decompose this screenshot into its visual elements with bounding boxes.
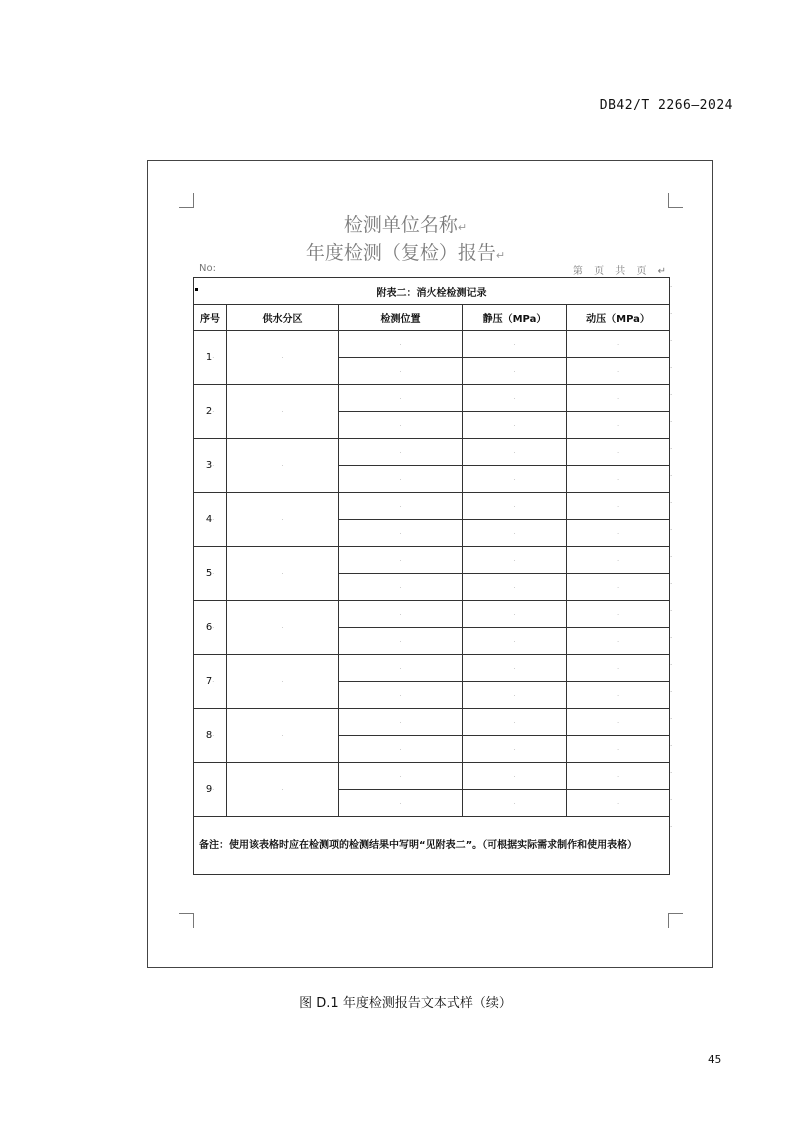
- supply-zone-cell[interactable]: [227, 493, 339, 547]
- dynamic-pressure-cell[interactable]: [567, 358, 673, 385]
- dynamic-pressure-cell[interactable]: [567, 331, 673, 358]
- static-pressure-cell[interactable]: [463, 682, 567, 709]
- cell-mark: ·: [617, 584, 619, 592]
- cell-mark: ·: [212, 787, 215, 794]
- cell-mark: ·: [281, 409, 284, 416]
- cell-mark: ·: [513, 584, 516, 592]
- cell-mark: ·: [212, 571, 215, 578]
- location-cell[interactable]: [339, 601, 463, 628]
- cell-mark: ·: [617, 773, 619, 781]
- supply-zone-cell[interactable]: [227, 385, 339, 439]
- side-mark: ·: [670, 553, 673, 561]
- table-row: [194, 763, 670, 790]
- location-cell[interactable]: [339, 385, 463, 412]
- row-index-cell: [194, 601, 227, 655]
- side-mark: ·: [670, 661, 673, 669]
- location-cell[interactable]: [339, 439, 463, 466]
- side-mark: ·: [670, 796, 673, 804]
- cell-mark: ·: [212, 517, 215, 524]
- dynamic-pressure-cell[interactable]: [567, 601, 673, 628]
- cell-mark: ·: [513, 800, 516, 808]
- static-pressure-cell[interactable]: [463, 736, 567, 763]
- dynamic-pressure-cell[interactable]: [567, 790, 673, 817]
- cell-mark: ·: [617, 800, 619, 808]
- cell-mark: ·: [281, 679, 284, 686]
- side-mark: ·: [670, 526, 673, 534]
- location-cell[interactable]: [339, 466, 463, 493]
- cell-mark: ·: [212, 409, 215, 416]
- row-index: 5: [205, 568, 213, 579]
- cell-mark: ·: [399, 530, 402, 538]
- supply-zone-cell[interactable]: [227, 709, 339, 763]
- cell-mark: ·: [399, 584, 402, 592]
- report-title-text: 年度检测（复检）报告: [305, 242, 496, 264]
- cell-mark: ·: [212, 625, 215, 632]
- location-cell[interactable]: [339, 790, 463, 817]
- table-row: [194, 385, 670, 412]
- cell-mark: ·: [513, 476, 516, 484]
- static-pressure-cell[interactable]: [463, 547, 567, 574]
- cell-mark: ·: [399, 611, 402, 619]
- side-mark: ·: [670, 391, 673, 399]
- cell-mark: ·: [617, 719, 619, 727]
- table-row: [194, 709, 670, 736]
- cell-mark: ·: [617, 692, 619, 700]
- column-header: 静压（MPa）: [463, 305, 567, 331]
- supply-zone-cell[interactable]: [227, 601, 339, 655]
- side-mark: ·: [670, 607, 673, 615]
- dynamic-pressure-cell[interactable]: [567, 547, 673, 574]
- paragraph-mark: ↵: [495, 249, 506, 262]
- table-caption: [194, 278, 673, 305]
- dynamic-pressure-cell[interactable]: [567, 466, 673, 493]
- static-pressure-cell[interactable]: [463, 466, 567, 493]
- side-mark: ·: [670, 310, 673, 318]
- side-mark: ·: [670, 688, 673, 696]
- cell-mark: ·: [617, 638, 619, 646]
- supply-zone-cell[interactable]: [227, 439, 339, 493]
- page-count-label: 第 页 共 页 ↵: [572, 266, 670, 277]
- paragraph-mark: ↵: [457, 221, 468, 234]
- static-pressure-cell[interactable]: [463, 628, 567, 655]
- cell-mark: ·: [399, 665, 402, 673]
- cell-mark: ·: [617, 476, 619, 484]
- column-header: 动压（MPa）: [567, 305, 670, 331]
- crop-mark-bottom-right: [668, 913, 683, 928]
- row-index-cell: [194, 547, 227, 601]
- bullet-mark: [195, 288, 198, 291]
- cell-mark: ·: [513, 719, 516, 727]
- side-mark: ·: [670, 634, 673, 642]
- remark-cell: 备注：使用该表格时应在检测项的检测结果中写明“见附表二”。（可根据实际需求制作和使用表格）: [194, 817, 670, 875]
- row-index: 6: [205, 622, 213, 633]
- cell-mark: ·: [617, 341, 619, 349]
- cell-mark: ·: [513, 449, 516, 457]
- cell-mark: ·: [513, 773, 516, 781]
- cell-mark: ·: [399, 503, 402, 511]
- dynamic-pressure-cell[interactable]: [567, 493, 673, 520]
- table-row: [194, 439, 670, 466]
- report-title: [0, 238, 811, 265]
- side-mark: ·: [670, 499, 673, 507]
- row-index: 7: [205, 676, 213, 687]
- row-index-cell: [194, 709, 227, 763]
- cell-mark: ·: [617, 557, 619, 565]
- row-index-cell: [194, 493, 227, 547]
- cell-mark: ·: [281, 571, 284, 578]
- cell-mark: ·: [513, 530, 516, 538]
- cell-mark: ·: [281, 733, 284, 740]
- row-index-cell: [194, 385, 227, 439]
- dynamic-pressure-cell[interactable]: [567, 520, 673, 547]
- supply-zone-cell[interactable]: [227, 547, 339, 601]
- location-cell[interactable]: [339, 763, 463, 790]
- location-cell[interactable]: [339, 493, 463, 520]
- cell-mark: ·: [281, 355, 284, 362]
- side-mark: ·: [670, 418, 673, 426]
- dynamic-pressure-cell[interactable]: [567, 628, 673, 655]
- cell-mark: ·: [399, 341, 402, 349]
- cell-mark: ·: [617, 368, 619, 376]
- org-name-text: 检测单位名称: [343, 214, 458, 236]
- row-index: 9: [205, 784, 213, 795]
- cell-mark: ·: [617, 422, 619, 430]
- supply-zone-cell[interactable]: [227, 331, 339, 385]
- cell-mark: ·: [212, 355, 215, 362]
- side-mark: ·: [670, 769, 673, 777]
- report-number-label: No:: [199, 263, 216, 274]
- cell-mark: ·: [513, 503, 516, 511]
- cell-mark: ·: [617, 395, 619, 403]
- dynamic-pressure-cell[interactable]: [567, 709, 673, 736]
- dynamic-pressure-cell[interactable]: [567, 736, 673, 763]
- table-row: [194, 331, 670, 358]
- side-mark: ·: [670, 337, 673, 345]
- static-pressure-cell[interactable]: [463, 790, 567, 817]
- column-header: 供水分区: [227, 305, 339, 331]
- cell-mark: ·: [212, 463, 215, 470]
- static-pressure-cell[interactable]: [463, 331, 567, 358]
- static-pressure-cell[interactable]: [463, 655, 567, 682]
- dynamic-pressure-cell[interactable]: [567, 385, 673, 412]
- side-mark: ·: [670, 472, 673, 480]
- cell-mark: ·: [281, 463, 284, 470]
- table-row: [194, 493, 670, 520]
- cell-mark: ·: [281, 787, 284, 794]
- location-cell[interactable]: [339, 574, 463, 601]
- supply-zone-cell[interactable]: [227, 763, 339, 817]
- side-mark: ·: [670, 445, 673, 453]
- row-index: 4: [205, 514, 213, 525]
- cell-mark: ·: [513, 395, 516, 403]
- row-index-cell: [194, 439, 227, 493]
- cell-mark: ·: [617, 611, 619, 619]
- side-mark: ·: [670, 364, 673, 372]
- row-index-cell: [194, 331, 227, 385]
- dynamic-pressure-cell[interactable]: [567, 574, 673, 601]
- figure-caption: 图 D.1 年度检测报告文本式样（续）: [299, 996, 512, 1011]
- table-row: [194, 655, 670, 682]
- dynamic-pressure-cell[interactable]: [567, 655, 673, 682]
- side-mark: ·: [670, 823, 673, 831]
- cell-mark: ·: [513, 368, 516, 376]
- static-pressure-cell[interactable]: [463, 385, 567, 412]
- static-pressure-cell[interactable]: [463, 601, 567, 628]
- cell-mark: ·: [513, 341, 516, 349]
- location-cell[interactable]: [339, 682, 463, 709]
- location-cell[interactable]: [339, 709, 463, 736]
- cell-mark: ·: [513, 746, 516, 754]
- side-mark: ·: [670, 715, 673, 723]
- cell-mark: ·: [399, 692, 402, 700]
- cell-mark: ·: [399, 422, 402, 430]
- cell-mark: ·: [399, 395, 402, 403]
- cell-mark: ·: [617, 530, 619, 538]
- column-header: 检测位置: [339, 305, 463, 331]
- side-mark: ·: [670, 283, 673, 291]
- cell-mark: ·: [399, 800, 402, 808]
- side-mark: ·: [670, 580, 673, 588]
- cell-mark: ·: [513, 611, 516, 619]
- static-pressure-cell[interactable]: [463, 358, 567, 385]
- hydrant-record-table: [193, 277, 673, 875]
- dynamic-pressure-cell[interactable]: [567, 439, 673, 466]
- table-row: [194, 547, 670, 574]
- static-pressure-cell[interactable]: [463, 412, 567, 439]
- column-header: 序号: [194, 305, 227, 331]
- cell-mark: ·: [399, 476, 402, 484]
- static-pressure-cell[interactable]: [463, 520, 567, 547]
- cell-mark: ·: [617, 449, 619, 457]
- row-index: 8: [205, 730, 213, 741]
- side-mark: ·: [670, 742, 673, 750]
- location-cell[interactable]: [339, 520, 463, 547]
- crop-mark-bottom-left: [179, 913, 194, 928]
- dynamic-pressure-cell[interactable]: [567, 412, 673, 439]
- dynamic-pressure-cell[interactable]: [567, 682, 673, 709]
- table-caption-text: 附表二：消火栓检测记录: [376, 287, 487, 299]
- cell-mark: ·: [281, 625, 284, 632]
- crop-mark-top-left: [179, 193, 194, 208]
- cell-mark: ·: [399, 746, 402, 754]
- cell-mark: ·: [617, 746, 619, 754]
- static-pressure-cell[interactable]: [463, 709, 567, 736]
- cell-mark: ·: [513, 692, 516, 700]
- cell-mark: ·: [212, 733, 215, 740]
- row-index: 3: [205, 460, 213, 471]
- cell-mark: ·: [617, 665, 619, 673]
- location-cell[interactable]: [339, 628, 463, 655]
- table-header-row: [194, 305, 670, 331]
- cell-mark: ·: [212, 679, 215, 686]
- static-pressure-cell[interactable]: [463, 763, 567, 790]
- row-index: 2: [205, 406, 213, 417]
- cell-mark: ·: [399, 773, 402, 781]
- row-index-cell: [194, 655, 227, 709]
- table-row: [194, 601, 670, 628]
- cell-mark: ·: [513, 638, 516, 646]
- static-pressure-cell[interactable]: [463, 439, 567, 466]
- cell-mark: ·: [281, 517, 284, 524]
- standard-code: DB42/T 2266—2024: [599, 98, 733, 113]
- cell-mark: ·: [399, 557, 402, 565]
- row-index-cell: [194, 763, 227, 817]
- location-cell[interactable]: [339, 358, 463, 385]
- cell-mark: ·: [617, 503, 619, 511]
- location-cell[interactable]: [339, 736, 463, 763]
- crop-mark-top-right: [668, 193, 683, 208]
- supply-zone-cell[interactable]: [227, 655, 339, 709]
- report-org-name: [0, 210, 811, 237]
- static-pressure-cell[interactable]: [463, 574, 567, 601]
- location-cell[interactable]: [339, 547, 463, 574]
- page-number: 45: [708, 1053, 722, 1066]
- cell-mark: ·: [399, 719, 402, 727]
- dynamic-pressure-cell[interactable]: [567, 763, 673, 790]
- cell-mark: ·: [399, 368, 402, 376]
- cell-mark: ·: [513, 665, 516, 673]
- cell-mark: ·: [513, 557, 516, 565]
- location-cell[interactable]: [339, 655, 463, 682]
- static-pressure-cell[interactable]: [463, 493, 567, 520]
- location-cell[interactable]: [339, 331, 463, 358]
- cell-mark: ·: [399, 638, 402, 646]
- location-cell[interactable]: [339, 412, 463, 439]
- cell-mark: ·: [513, 422, 516, 430]
- row-index: 1: [205, 352, 213, 363]
- cell-mark: ·: [399, 449, 402, 457]
